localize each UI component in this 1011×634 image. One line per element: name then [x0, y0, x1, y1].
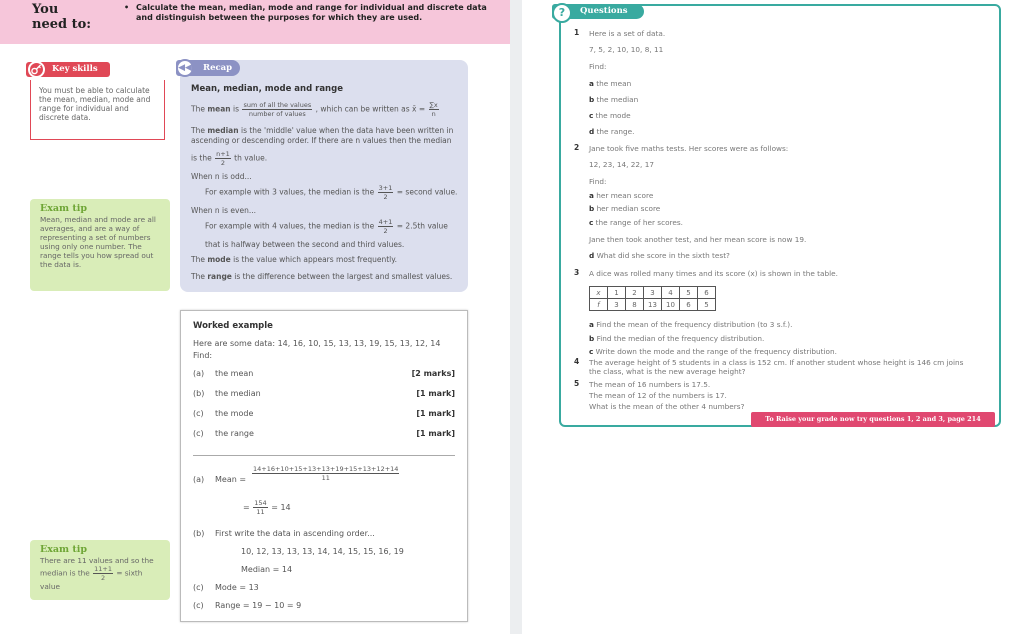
fraction-denominator: 2: [383, 227, 388, 235]
rewind-icon: ◀◀: [176, 59, 194, 77]
recap-mean-line: [191, 101, 440, 118]
part-text: the mean: [596, 79, 632, 88]
solution-b-text: First write the data in ascending order...: [215, 529, 375, 538]
recap-text: = 2.5th value: [396, 221, 448, 231]
exam-tip-2-line2: [40, 565, 160, 591]
fraction-numerator: 154: [254, 499, 267, 507]
q3-part-c: [589, 347, 837, 356]
recap-odd: When n is odd...: [191, 172, 252, 181]
part-text: Write down the mode and the range of the frequency distribution.: [595, 347, 837, 356]
recap-text: For example with 3 values, the median is the: [205, 187, 375, 197]
worked-example-intro: Here are some data: 14, 16, 10, 15, 13, 13, 19, 15, 13, 12, 14: [193, 339, 441, 348]
table-cell: 6: [680, 299, 698, 311]
fraction-numerator: n+1: [216, 150, 230, 158]
part-label: c: [589, 218, 594, 227]
table-cell: 2: [626, 287, 644, 299]
q4-line1: The average height of 5 students in a class is 152 cm. If another student whose height is 146 cm joins: [589, 358, 964, 367]
solution-a-label: (a): [193, 475, 205, 484]
part-text: What did she score in the sixth test?: [596, 251, 730, 260]
solution-d-text: Range = 19 − 10 = 9: [215, 601, 302, 610]
q2-find: Find:: [589, 177, 607, 186]
part-marks: [1 mark]: [416, 429, 455, 438]
recap-term-range: range: [207, 272, 232, 281]
recap-term-median: median: [207, 126, 239, 135]
fraction-numerator: 3+1: [378, 184, 393, 192]
exam-tip-2-pre: median is the: [40, 568, 90, 578]
part-text: Find the mean of the frequency distribution (to 3 s.f.).: [596, 320, 793, 329]
table-cell: 6: [698, 287, 716, 299]
median-fraction: [215, 150, 231, 167]
part-text: her median score: [596, 204, 661, 213]
q1-data: 7, 5, 2, 10, 10, 8, 11: [589, 45, 664, 54]
recap-range-line: [191, 272, 452, 281]
q5-line1: The mean of 16 numbers is 17.5.: [589, 380, 711, 389]
key-icon: [28, 61, 45, 78]
exam-tip-1: [30, 199, 170, 291]
fraction-numerator: ∑x: [429, 101, 438, 109]
q1-find: Find:: [589, 62, 607, 71]
part-text: the mode: [215, 409, 254, 418]
recap-term-mode: mode: [207, 255, 231, 264]
key-skills-box: [30, 80, 165, 140]
recap-text: is the difference between the largest and smallest values.: [234, 272, 453, 281]
fraction-numerator: 14+16+10+15+13+13+19+15+13+12+14: [253, 465, 399, 473]
mean-sum-fraction: [252, 465, 399, 482]
solution-d-label: (c): [193, 601, 204, 610]
objective-text: [120, 3, 500, 23]
part-label: b: [589, 95, 595, 104]
recap-text: , which can be written as x̄ =: [315, 104, 426, 114]
even-fraction: [378, 218, 394, 235]
table-row: [590, 299, 716, 311]
worked-example-title: Worked example: [193, 321, 273, 331]
equals-sign: =: [243, 503, 250, 512]
divider: [193, 455, 455, 456]
table-cell: 5: [680, 287, 698, 299]
fraction-denominator: n: [431, 110, 436, 118]
fraction-denominator: 2: [100, 574, 106, 582]
part-label: (a): [193, 369, 205, 378]
mean-formula-fraction: [429, 101, 439, 118]
question-number: 1: [574, 28, 580, 37]
table-cell: 1: [608, 287, 626, 299]
table-cell: 8: [626, 299, 644, 311]
frequency-table: [589, 286, 716, 311]
solution-b-median: Median = 14: [241, 565, 293, 574]
q5-line3: What is the mean of the other 4 numbers?: [589, 402, 745, 411]
table-cell: 5: [698, 299, 716, 311]
solution-b-data: 10, 12, 13, 13, 13, 14, 14, 15, 15, 16, 19: [241, 547, 404, 556]
recap-text: is the value which appears most frequently.: [233, 255, 398, 264]
exam-tip-1-text: Mean, median and mode are all averages, and are a way of representing a set of numbers using only one number. The range tells you how spread out the data is.: [40, 215, 156, 269]
part-marks: [1 mark]: [416, 389, 455, 398]
question-mark-icon: ?: [552, 3, 572, 23]
objective-bullet: •: [124, 3, 130, 12]
solution-c-text: Mode = 13: [215, 583, 259, 592]
part-text: the range: [215, 429, 254, 438]
part-label: (c): [193, 429, 204, 438]
question-number: 2: [574, 143, 580, 152]
recap-text: The: [191, 126, 205, 135]
table-cell: 3: [644, 287, 662, 299]
table-cell: f: [590, 299, 608, 311]
table-row: [590, 287, 716, 299]
solution-b-label: (b): [193, 529, 205, 538]
recap-term-mean: mean: [207, 104, 231, 114]
mean-result-fraction: [253, 499, 267, 516]
part-marks: [2 marks]: [411, 369, 455, 378]
recap-text: is the 'middle' value when the data have been written in: [240, 126, 454, 135]
exam-tip-2-title: Exam tip: [40, 544, 88, 555]
solution-c-label: (c): [193, 583, 204, 592]
part-label: c: [589, 347, 594, 356]
recap-even-example: [205, 218, 448, 235]
q3-part-a: [589, 320, 792, 329]
part-label: d: [589, 251, 595, 260]
table-cell: 10: [662, 299, 680, 311]
recap-text: is: [233, 104, 240, 114]
recap-text: th value.: [234, 153, 268, 163]
fraction-denominator: number of values: [248, 110, 306, 118]
q1-text: Here is a set of data.: [589, 29, 666, 38]
q2-follow: Jane then took another test, and her mean score is now 19.: [589, 235, 807, 244]
worked-example-box: [180, 310, 468, 622]
part-label: a: [589, 320, 594, 329]
part-text: Find the median of the frequency distribution.: [596, 334, 765, 343]
q2-part-a: [589, 191, 653, 200]
exam-tip-1-title: Exam tip: [40, 203, 88, 214]
fraction-denominator: 2: [383, 193, 388, 201]
q3-text: A dice was rolled many times and its score (x) is shown in the table.: [589, 269, 838, 278]
table-cell: x: [590, 287, 608, 299]
exam-tip-2-fraction: [93, 565, 113, 582]
q2-part-c: [589, 218, 683, 227]
q4-line2: the class, what is the new average height?: [589, 367, 746, 376]
part-label: a: [589, 79, 594, 88]
solution-a-fraction: [251, 465, 400, 482]
question-number: 4: [574, 357, 580, 366]
part-label: b: [589, 204, 595, 213]
recap-text: The: [191, 255, 205, 264]
worked-example-find: Find:: [193, 351, 213, 360]
q1-part-a: [589, 79, 631, 88]
mean-result: = 14: [271, 503, 291, 512]
q1-part-c: [589, 111, 631, 120]
part-marks: [1 mark]: [416, 409, 455, 418]
recap-text: is the: [191, 153, 212, 163]
fraction-numerator: sum of all the values: [243, 101, 312, 109]
q2-part-d: [589, 251, 730, 260]
solution-a-mean: Mean =: [215, 475, 247, 484]
fraction-numerator: 11+1: [94, 565, 112, 573]
fraction-numerator: 4+1: [378, 218, 393, 226]
recap-text: The: [191, 272, 205, 281]
fraction-denominator: 2: [220, 159, 225, 167]
recap-text: The: [191, 104, 205, 114]
mean-fraction: [242, 101, 312, 118]
page-gutter: [510, 0, 522, 634]
odd-fraction: [378, 184, 394, 201]
table-cell: 13: [644, 299, 662, 311]
right-page: [522, 0, 1011, 634]
q1-part-b: [589, 95, 638, 104]
raise-grade-banner[interactable]: To Raise your grade now try questions 1, 2 and 3, page 214: [751, 412, 995, 427]
you-need-to-label: You need to:: [32, 2, 92, 32]
part-text: the mode: [595, 111, 631, 120]
question-number: 3: [574, 268, 580, 277]
exam-tip-2-line1: There are 11 values and so the: [40, 556, 154, 565]
key-skills-text: You must be able to calculate the mean, median, mode and range for individual and discrete data.: [39, 86, 151, 122]
part-text: her mean score: [596, 191, 654, 200]
exam-tip-2: [30, 540, 170, 600]
q3-part-b: [589, 334, 764, 343]
recap-even-note: that is halfway between the second and third values.: [205, 240, 405, 249]
recap-median-line: [191, 126, 453, 135]
question-number: 5: [574, 379, 580, 388]
recap-text: = second value.: [396, 187, 458, 197]
part-label: d: [589, 127, 595, 136]
recap-title: Recap: [203, 63, 233, 73]
part-text: the mean: [215, 369, 254, 378]
part-text: the range of her scores.: [595, 218, 684, 227]
objective-line: Calculate the mean, median, mode and range for individual and discrete data and distinguish between the purposes for which they are used.: [136, 3, 487, 22]
table-cell: 4: [662, 287, 680, 299]
part-label: a: [589, 191, 594, 200]
part-label: (c): [193, 409, 204, 418]
recap-even: When n is even...: [191, 206, 257, 215]
part-label: b: [589, 334, 595, 343]
recap-median-line2: ascending or descending order. If there are n values then the median: [191, 136, 452, 145]
key-skills-title: Key skills: [52, 64, 98, 74]
exam-tip-2-post: = sixth value: [40, 568, 143, 591]
q2-text: Jane took five maths tests. Her scores were as follows:: [589, 144, 789, 153]
questions-title: Questions: [580, 6, 628, 16]
q5-line2: The mean of 12 of the numbers is 17.: [589, 391, 727, 400]
q2-data: 12, 23, 14, 22, 17: [589, 160, 654, 169]
part-text: the range.: [596, 127, 635, 136]
solution-a2: [243, 499, 291, 516]
recap-mode-line: [191, 255, 397, 264]
objectives-header: [0, 0, 510, 44]
recap-text: For example with 4 values, the median is the: [205, 221, 375, 231]
fraction-denominator: 11: [256, 508, 265, 516]
recap-heading: Mean, median, mode and range: [191, 84, 343, 94]
table-cell: 3: [608, 299, 626, 311]
part-text: the median: [215, 389, 261, 398]
part-label: c: [589, 111, 594, 120]
recap-odd-example: [205, 184, 457, 201]
fraction-denominator: 11: [321, 474, 330, 482]
q1-part-d: [589, 127, 634, 136]
part-label: (b): [193, 389, 205, 398]
recap-median-line3: [191, 150, 267, 167]
q2-part-b: [589, 204, 660, 213]
part-text: the median: [596, 95, 639, 104]
key-skills-tag: [26, 62, 110, 77]
